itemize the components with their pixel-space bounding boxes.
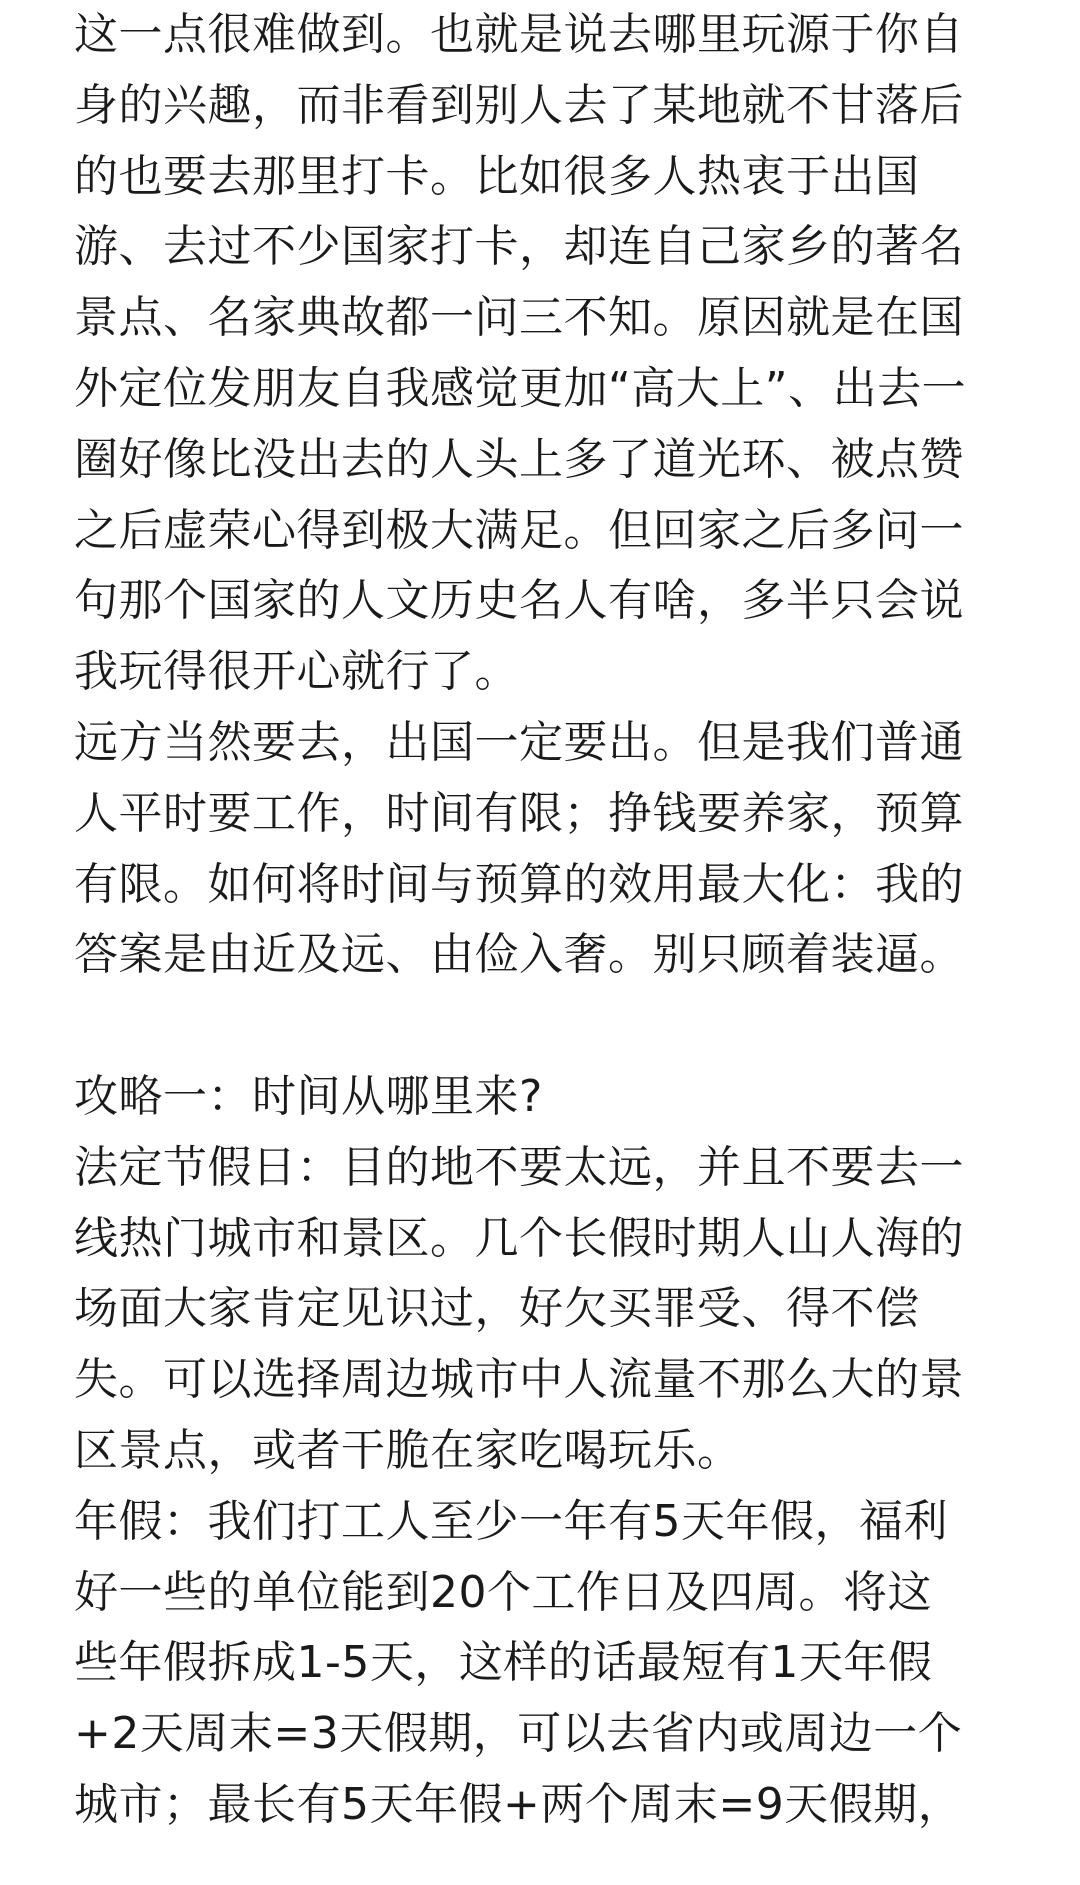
text-line: 游、去过不少国家打卡，却连自己家乡的著名 <box>74 221 964 273</box>
text-line: 之后虚荣心得到极大满足。但回家之后多问一 <box>74 504 964 556</box>
text-line: 身的兴趣，而非看到别人去了某地就不甘落后 <box>74 79 964 131</box>
section-heading: 攻略一：时间从哪里来? <box>74 1070 543 1122</box>
text-line: 城市；最长有5天年假+两个周末=9天假期， <box>74 1778 963 1830</box>
text-line: 的也要去那里打卡。比如很多人热衷于出国 <box>74 150 920 202</box>
text-line: 远方当然要去，出国一定要出。但是我们普通 <box>74 716 964 768</box>
text-line: 年假：我们打工人至少一年有5天年假，福利 <box>74 1495 948 1547</box>
text-line: +2天周末=3天假期，可以去省内或周边一个 <box>74 1708 963 1760</box>
text-line: 圈好像比没出去的人头上多了道光环、被点赞 <box>74 433 964 485</box>
text-line: 答案是由近及远、由俭入奢。别只顾着装逼。 <box>74 929 964 981</box>
text-line: 法定节假日：目的地不要太远，并且不要去一 <box>74 1141 964 1193</box>
text-line: 线热门城市和景区。几个长假时期人山人海的 <box>74 1212 964 1264</box>
text-line: 失。可以选择周边城市中人流量不那么大的景 <box>74 1354 964 1406</box>
text-line: 外定位发朋友自我感觉更加“高大上”、出去一 <box>74 362 967 414</box>
bottom-fade <box>0 1857 1080 1885</box>
text-line: 些年假拆成1-5天，这样的话最短有1天年假 <box>74 1637 933 1689</box>
article-body <box>74 0 1014 1841</box>
text-line: 人平时要工作，时间有限；挣钱要养家，预算 <box>74 787 964 839</box>
paragraph-gap <box>74 991 1014 1062</box>
text-line: 有限。如何将时间与预算的效用最大化：我的 <box>74 858 964 910</box>
text-line: 这一点很难做到。也就是说去哪里玩源于你自 <box>74 9 964 60</box>
text-line: 我玩得很开心就行了。 <box>74 646 519 698</box>
text-line: 好一些的单位能到20个工作日及四周。将这 <box>74 1566 932 1618</box>
text-line: 场面大家肯定见识过，好欠买罪受、得不偿 <box>74 1283 920 1335</box>
text-line: 句那个国家的人文历史名人有啥，多半只会说 <box>74 575 964 627</box>
text-line: 区景点，或者干脆在家吃喝玩乐。 <box>74 1424 742 1476</box>
text-line: 景点、名家典故都一问三不知。原因就是在国 <box>74 292 964 344</box>
